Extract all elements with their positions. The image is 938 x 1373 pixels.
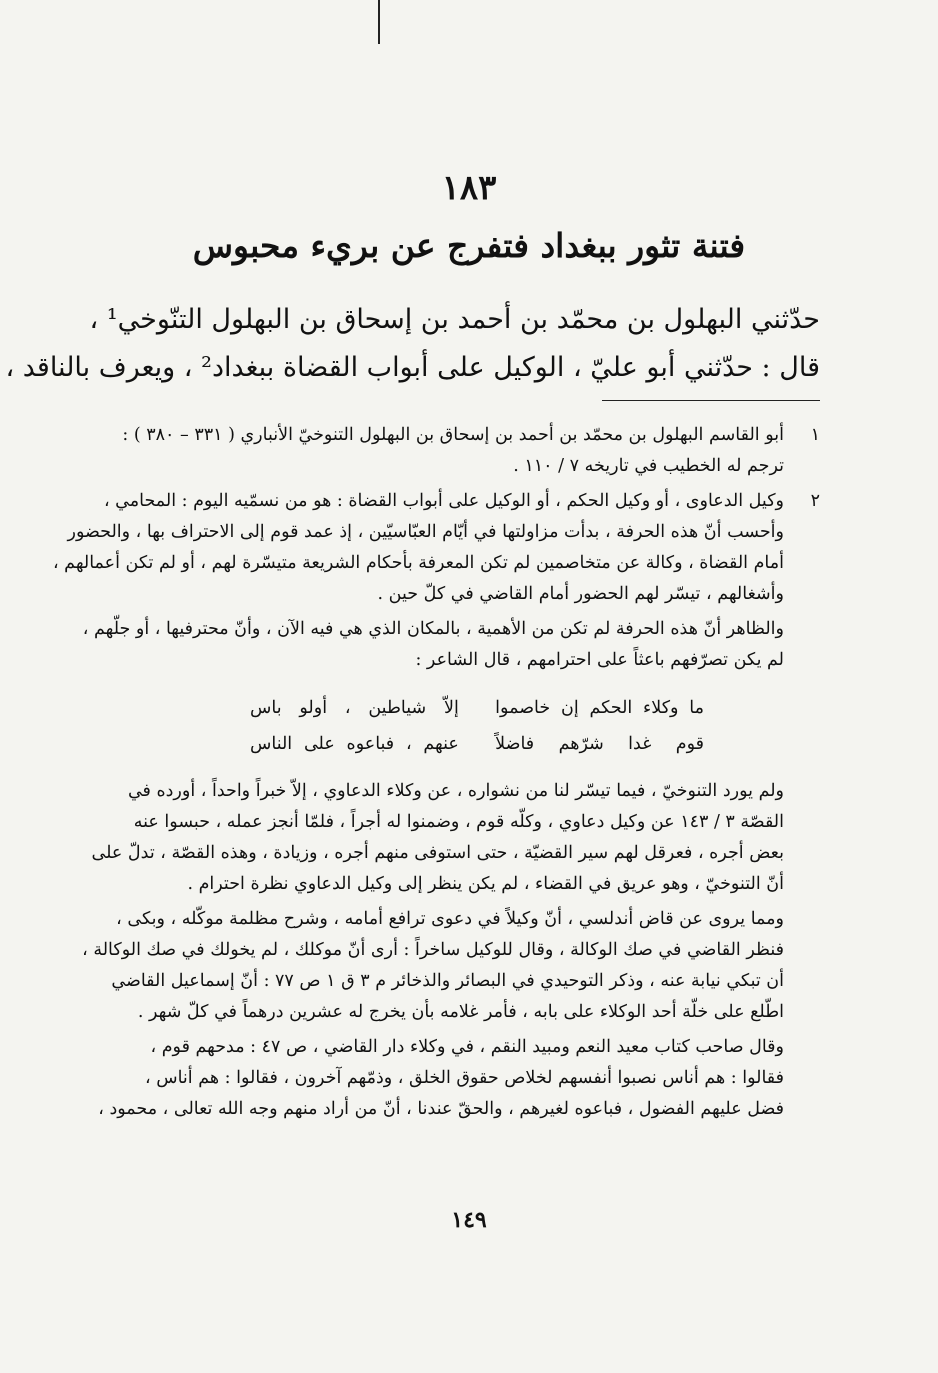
footnote-line: أبو القاسم البهلول بن محمّد بن أحمد بن إسحاق بن البهلول التنوخيّ الأنباري ( ٣٣١ – ٣٨٠ ) : <box>122 425 784 445</box>
story-number: ١٨٣ <box>441 168 497 208</box>
poem-verse <box>250 690 704 726</box>
footnote-line: وأشغالهم ، تيسّر لهم الحضور أمام القاضي في كلّ حين . <box>377 584 784 604</box>
poem <box>150 690 784 762</box>
footnote-paragraph <box>82 904 784 1028</box>
main-text <box>5 296 820 392</box>
footnote-line: ترجم له الخطيب في تاريخه ٧ / ١١٠ . <box>513 456 784 476</box>
footnote-line: فضل عليهم الفضول ، فباعوه لغيرهم ، والحقّ عندنا ، أنّ من أراد منهم وجه الله تعالى ، محمود ، <box>98 1099 784 1119</box>
footnote-1 <box>122 420 820 482</box>
story-title: فتنة تثور ببغداد فتفرج عن بريء محبوس <box>192 226 746 265</box>
poem-verse <box>250 726 704 762</box>
footnote-separator <box>602 400 820 401</box>
footnote-paragraph <box>91 776 784 900</box>
footnote-line: أن تبكي نيابة عنه ، وذكر التوحيدي في البصائر والذخائر م ٣ ق ١ ص ٧٧ : أنّ إسماعيل القاضي <box>111 971 784 991</box>
footnote-line: بعض أجره ، فعرقل لهم سير القضيّة ، حتى استوفى منهم أجره ، وزيادة ، وهذه القصّة ، تدلّ على <box>91 843 784 863</box>
footnote-line: فقالوا : هم أناس نصبوا أنفسهم لخلاص حقوق الخلق ، وذمّهم آخرون ، فقالوا : هم أناس ، <box>145 1068 784 1088</box>
footnote-line: وأحسب أنّ هذه الحرفة ، بدأت مزاولتها في أيّام العبّاسيّين ، إذ عمد قوم إلى الاحتراف بها ، والحضور <box>67 522 784 542</box>
main-text-line: حدّثني البهلول بن محمّد بن أحمد بن إسحاق بن البهلول التنّوخي¹ ، <box>89 304 820 335</box>
footnote-line: فنظر القاضي في صك الوكالة ، وقال للوكيل ساخراً : أرى أنّ موكلك ، لم يخولك في صك الوكالة ، <box>82 940 784 960</box>
footnote-line: ولم يورد التنوخيّ ، فيما تيسّر لنا من نشواره ، عن وكلاء الدعاوي ، إلاّ خبراً واحداً ، أورده في <box>127 781 784 801</box>
poem-hemistich-second: إلاّ شياطين ، أولو باس <box>250 698 459 718</box>
footnote-line: أنّ التنوخيّ ، وهو عريق في القضاء ، لم يكن ينظر إلى وكيل الدعاوي نظرة احترام . <box>187 874 784 894</box>
main-text-line: قال : حدّثني أبو عليّ ، الوكيل على أبواب القضاة ببغداد² ، ويعرف بالناقد ، <box>5 352 820 383</box>
footnotes <box>52 420 820 1125</box>
footnote-paragraph <box>82 614 784 676</box>
gutter-line <box>378 0 380 44</box>
footnote-line: وقال صاحب كتاب معيد النعم ومبيد النقم ، في وكلاء دار القاضي ، ص ٤٧ : مدحهم قوم ، <box>150 1037 784 1057</box>
footnote-line: ومما يروى عن قاض أندلسي ، أنّ وكيلاً في دعوى ترافع أمامه ، وشرح مظلمة موكّله ، وبكى ، <box>116 909 784 929</box>
footnote-line: وكيل الدعاوى ، أو وكيل الحكم ، أو الوكيل على أبواب القضاة : هو من نسمّيه اليوم : المحامي ، <box>103 491 784 511</box>
footnote-line: اطّلع على خلّة أحد الوكلاء على بابه ، فأمر غلامه بأن يخرج له عشرين درهماً في كلّ شهر . <box>137 1002 784 1022</box>
poem-hemistich-second: عنهم ، فباعوه على الناس <box>250 734 459 754</box>
footnote-line: لم يكن تصرّفهم باعثاً على احترامهم ، قال الشاعر : <box>415 650 784 670</box>
footnote-number: ٢ <box>810 491 820 511</box>
footnote-2 <box>52 486 820 1125</box>
poem-hemistich-first: قوم غدا شرّهم فاضلاً <box>495 734 704 754</box>
footnote-number: ١ <box>810 425 820 445</box>
page-number: ١٤٩ <box>451 1207 487 1233</box>
poem-hemistich-first: ما وكلاء الحكم إن خاصموا <box>495 698 704 718</box>
footnote-line: والظاهر أنّ هذه الحرفة لم تكن من الأهمية ، بالمكان الذي هي فيه الآن ، وأنّ محترفيها ، أو جلّهم ، <box>82 619 784 639</box>
footnote-paragraph <box>98 1032 784 1125</box>
footnote-line: القصّة ٣ / ١٤٣ عن وكيل دعاوي ، وكلّه قوم ، وضمنوا له أجراً ، فلمّا أنجز عمله ، حبسوا عنه <box>133 812 784 832</box>
footnote-line: أمام القضاة ، وكالة عن متخاصمين لم تكن المعرفة بأحكام الشريعة متيسّرة لهم ، أو لم تكن أعمالهم ، <box>52 553 784 573</box>
footnote-paragraph <box>52 486 784 610</box>
